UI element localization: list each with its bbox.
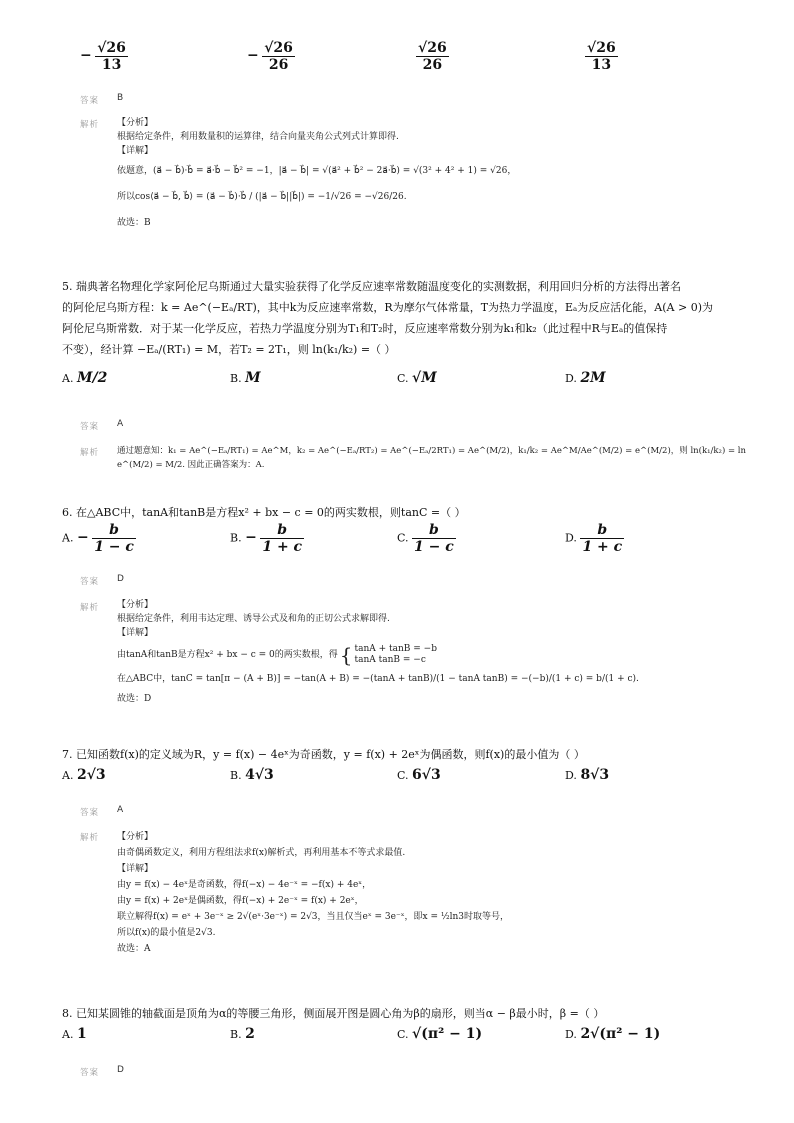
- q7-stem: 7. 已知函数f(x)的定义域为R，y = f(x) − 4eˣ为奇函数，y = f(x) + 2eˣ为偶函数，则f(x)的最小值为（ ）: [62, 748, 585, 761]
- q5-explain-label: 解析: [80, 448, 100, 458]
- q4-answer-label: 答案: [80, 96, 100, 106]
- q7-option-c[interactable]: C. 6√3: [397, 767, 441, 783]
- brace-icon: {: [339, 643, 353, 667]
- conclusion: 故选：A: [117, 944, 151, 954]
- detail-step-2: 所以cos⟨a⃗ − b⃗, b⃗⟩ = (a⃗ − b⃗)·b⃗ / (|a⃗ − b⃗||b⃗|) = −1/√26 = −√26/26.: [117, 192, 407, 202]
- detail-step-1: 由tanA和tanB是方程x² + bx − c = 0的两实数根，得 { tanA + tanB = −b tanA tanB = −c: [117, 643, 437, 667]
- detail-tag: 【详解】: [117, 146, 154, 156]
- detail-step-3: 联立解得f(x) = eˣ + 3e⁻ˣ ≥ 2√(eˣ·3e⁻ˣ) = 2√3，当且仅当eˣ = 3e⁻ˣ，即x = ½ln3时取等号，: [117, 912, 510, 922]
- detail-step-4: 所以f(x)的最小值是2√3.: [117, 928, 216, 938]
- q8-answer: D: [117, 1065, 124, 1075]
- numerator: √26: [97, 40, 126, 56]
- conclusion: 故选：D: [117, 694, 152, 704]
- numerator: b: [277, 522, 288, 538]
- q8-option-d[interactable]: D. 2√(π² − 1): [565, 1026, 661, 1042]
- detail-tag: 【详解】: [117, 628, 154, 638]
- question-number: 7.: [62, 748, 73, 761]
- denominator: 13: [95, 56, 128, 73]
- detail-step-1: 由y = f(x) − 4eˣ是奇函数，得f(−x) − 4e⁻ˣ = −f(x) + 4eˣ，: [117, 880, 372, 890]
- q5-line-4: 不变），经计算 −Eₐ/(RT₁) = M，若T₂ = 2T₁，则 ln(k₁/k₂) =（ ）: [62, 343, 396, 356]
- q5-line-3: 阿伦尼乌斯常数．对于某一化学反应，若热力学温度分别为T₁和T₂时，反应速率常数分别为k₁和k₂（此过程中R与Eₐ的值保持: [62, 322, 668, 335]
- q8-stem: 8. 已知某圆锥的轴截面是顶角为α的等腰三角形，侧面展开图是圆心角为β的扇形，则当α − β最小时，β =（ ）: [62, 1007, 605, 1020]
- q5-line-1: 5. 瑞典著名物理化学家阿伦尼乌斯通过大量实验获得了化学反应速率常数随温度变化的实测数据，利用回归分析的方法得出著名: [62, 280, 681, 293]
- q4-option-c[interactable]: [416, 40, 449, 73]
- denominator: 26: [416, 56, 449, 73]
- q4-explain-label: 解析: [80, 120, 100, 130]
- q6-explanation: [117, 598, 757, 706]
- q6-answer: D: [117, 574, 124, 584]
- denominator: 13: [585, 56, 618, 73]
- q8-option-c[interactable]: C. √(π² − 1): [397, 1026, 483, 1042]
- q5-line-2: 的阿伦尼乌斯方程：k = Ae^(−Eₐ/RT)，其中k为反应速率常数，R为摩尔气体常量，T为热力学温度，Eₐ为反应活化能，A(A > 0)为: [62, 301, 713, 314]
- analysis-text: 根据给定条件，利用韦达定理、诱导公式及和角的正切公式求解即得.: [117, 614, 390, 624]
- q5-answer-label: 答案: [80, 422, 100, 432]
- q4-option-b[interactable]: − $\frac{√26}{26}$: [247, 40, 293, 73]
- q4-option-d[interactable]: [585, 40, 618, 73]
- denominator: 1 − c: [94, 539, 134, 555]
- q8-option-a[interactable]: A. 1: [62, 1026, 87, 1042]
- detail-step-2: 由y = f(x) + 2eˣ是偶函数，得f(−x) + 2e⁻ˣ = f(x) + 2eˣ，: [117, 896, 364, 906]
- q8-option-b[interactable]: B. 2: [230, 1026, 255, 1042]
- q5-explanation: 通过题意知：k₁ = Ae^(−Eₐ/RT₁) = Ae^M，k₂ = Ae^(−Eₐ/RT₂) = Ae^(−Eₐ/2RT₁) = Ae^(M/2)，k₁/k₂ = Ae^M/Ae^(M/2) = e^(M/2)，则 ln(k₁/k₂) = ln e^(M/2) = M/2. 因此正确答案为：A.: [117, 446, 746, 470]
- q6-option-d[interactable]: D. $\frac{b}{1 + c}$: [565, 522, 623, 555]
- numerator: √26: [587, 40, 616, 56]
- q7-answer-label: 答案: [80, 808, 100, 818]
- question-number: 8.: [62, 1007, 73, 1020]
- numerator: b: [429, 522, 439, 538]
- q5-option-a[interactable]: A. M/2: [62, 370, 108, 386]
- denominator: 26: [262, 56, 295, 73]
- q7-option-d[interactable]: D. 8√3: [565, 767, 610, 783]
- detail-step-2: 在△ABC中，tanC = tan[π − (A + B)] = −tan(A + B) = −(tanA + tanB)/(1 − tanA tanB) = −(−b)/(1 + c) = b/(1 + c).: [117, 674, 639, 684]
- analysis-text: 根据给定条件，利用数量积的运算律，结合向量夹角公式列式计算即得.: [117, 132, 399, 142]
- q7-explain-label: 解析: [80, 833, 100, 843]
- numerator: √26: [264, 40, 293, 56]
- q8-answer-label: 答案: [80, 1068, 100, 1078]
- q6-explain-label: 解析: [80, 603, 100, 613]
- q5-option-b[interactable]: B. M: [230, 370, 261, 386]
- question-number: 6.: [62, 506, 73, 519]
- q7-option-a[interactable]: A. 2√3: [62, 767, 106, 783]
- numerator: b: [109, 522, 119, 538]
- q7-option-b[interactable]: B. 4√3: [230, 767, 274, 783]
- detail-tag: 【详解】: [117, 864, 154, 874]
- q6-option-c[interactable]: C. $\frac{b}{1 - c}$: [397, 522, 454, 555]
- numerator: b: [597, 522, 608, 538]
- q4-explanation: [117, 116, 757, 230]
- conclusion: 故选：B: [117, 218, 151, 228]
- denominator: 1 + c: [582, 539, 623, 555]
- numerator: √26: [418, 40, 447, 56]
- q6-option-a[interactable]: A. − $\frac{b}{1 - c}$: [62, 522, 134, 555]
- q5-option-d[interactable]: D. 2M: [565, 370, 606, 386]
- analysis-text: 由奇偶函数定义，利用方程组法求f(x)解析式，再利用基本不等式求最值.: [117, 848, 406, 858]
- q6-option-b[interactable]: B. − $\frac{b}{1 + c}$: [230, 522, 303, 555]
- denominator: 1 + c: [262, 539, 303, 555]
- detail-step-1: 依题意，(a⃗ − b⃗)·b⃗ = a⃗·b⃗ − b⃗² = −1，|a⃗ − b⃗| = √(a⃗² + b⃗² − 2a⃗·b⃗) = √(3² + 4² + 1) = √26，: [117, 166, 517, 176]
- q4-option-a[interactable]: − $\frac{√26}{13}$: [80, 40, 126, 73]
- q6-stem: 6. 在△ABC中，tanA和tanB是方程x² + bx − c = 0的两实数根，则tanC =（ ）: [62, 506, 466, 519]
- denominator: 1 − c: [414, 539, 454, 555]
- q5-option-c[interactable]: C. √M: [397, 370, 437, 386]
- question-number: 5.: [62, 280, 73, 293]
- q4-answer: B: [117, 93, 124, 103]
- analysis-tag: 【分析】: [117, 600, 154, 610]
- q5-answer: A: [117, 419, 124, 429]
- q7-answer: A: [117, 805, 124, 815]
- q6-answer-label: 答案: [80, 577, 100, 587]
- analysis-tag: 【分析】: [117, 832, 154, 842]
- analysis-tag: 【分析】: [117, 118, 154, 128]
- q5-stem: [62, 276, 742, 360]
- q7-explanation: [117, 829, 757, 957]
